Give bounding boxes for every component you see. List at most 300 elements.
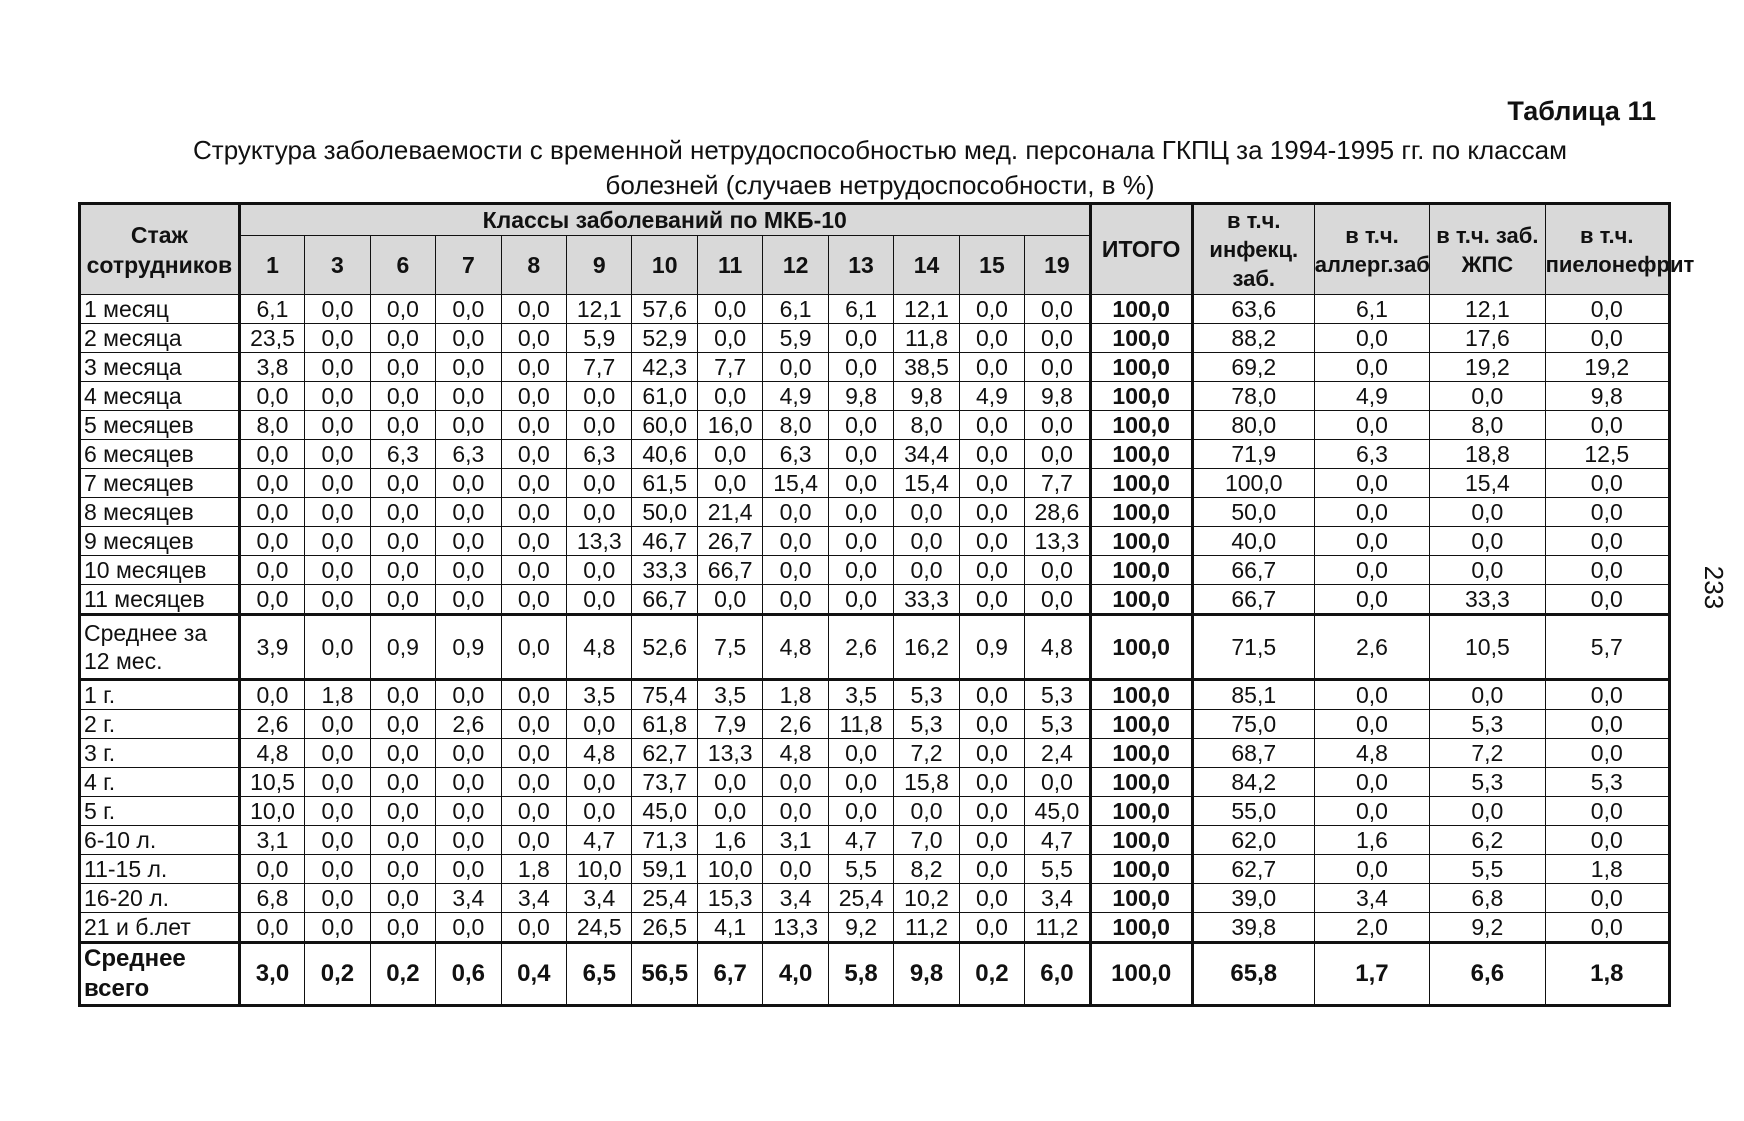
cell-class-9: 6,3 [567,440,632,469]
cell-class-1: 8,0 [239,411,304,440]
cell-class-3: 0,0 [305,826,370,855]
cell-allergic: 1,7 [1314,943,1429,1006]
cell-class-1: 3,9 [239,615,304,680]
cell-class-8: 0,0 [501,440,566,469]
table-row [80,469,1670,498]
header-class-14: 14 [894,236,959,295]
cell-itogo: 100,0 [1090,855,1192,884]
cell-class-14: 16,2 [894,615,959,680]
cell-class-1: 3,8 [239,353,304,382]
cell-class-12: 0,0 [763,585,828,615]
row-label: Среднее за 12 мес. [80,615,240,680]
cell-class-1: 0,0 [239,680,304,710]
cell-class-6: 0,0 [370,913,435,943]
cell-infections: 84,2 [1192,768,1314,797]
cell-pyelonephritis: 0,0 [1545,710,1669,739]
cell-itogo: 100,0 [1090,739,1192,768]
cell-pyelonephritis: 0,0 [1545,680,1669,710]
cell-class-8: 0,0 [501,739,566,768]
cell-class-15: 0,9 [959,615,1024,680]
cell-class-1: 6,1 [239,295,304,324]
cell-allergic: 1,6 [1314,826,1429,855]
cell-class-13: 0,0 [828,440,893,469]
cell-itogo: 100,0 [1090,943,1192,1006]
row-label: 3 г. [80,739,240,768]
morbidity-table [78,202,1695,1007]
cell-class-9: 0,0 [567,556,632,585]
cell-class-12: 3,1 [763,826,828,855]
row-label: 3 месяца [80,353,240,382]
cell-itogo: 100,0 [1090,768,1192,797]
cell-class-7: 0,0 [436,556,501,585]
cell-class-7: 0,9 [436,615,501,680]
cell-class-3: 0,0 [305,884,370,913]
cell-infections: 63,6 [1192,295,1314,324]
cell-pyelonephritis: 5,7 [1545,615,1669,680]
cell-class-7: 0,0 [436,324,501,353]
table-title-line-1: Структура заболеваемости с временной нетрудоспособностью мед. персонала ГКПЦ за 1994-1995 гг. по классам [193,135,1567,165]
cell-class-9: 0,0 [567,585,632,615]
table-row [80,768,1670,797]
header-pyelonephritis: в т.ч. пиелонефрит [1545,204,1669,295]
cell-zhps: 0,0 [1430,797,1545,826]
cell-class-3: 0,0 [305,498,370,527]
cell-class-14: 10,2 [894,884,959,913]
cell-class-15: 0,0 [959,710,1024,739]
table-body [80,295,1670,1006]
row-label: 4 месяца [80,382,240,411]
row-label: Среднее всего [80,943,240,1006]
cell-class-3: 0,0 [305,295,370,324]
cell-itogo: 100,0 [1090,585,1192,615]
cell-class-6: 0,0 [370,411,435,440]
cell-class-8: 0,0 [501,680,566,710]
cell-class-12: 0,0 [763,527,828,556]
cell-class-12: 0,0 [763,498,828,527]
cell-class-19: 13,3 [1025,527,1090,556]
cell-class-9: 0,0 [567,768,632,797]
cell-class-9: 0,0 [567,411,632,440]
cell-class-7: 0,0 [436,469,501,498]
cell-pyelonephritis: 0,0 [1545,884,1669,913]
cell-class-3: 0,0 [305,615,370,680]
cell-class-12: 5,9 [763,324,828,353]
cell-class-13: 5,5 [828,855,893,884]
cell-class-10: 52,9 [632,324,697,353]
header-class-12: 12 [763,236,828,295]
cell-allergic: 0,0 [1314,768,1429,797]
cell-class-12: 0,0 [763,353,828,382]
cell-zhps: 10,5 [1430,615,1545,680]
cell-class-3: 0,0 [305,768,370,797]
cell-class-9: 3,5 [567,680,632,710]
cell-itogo: 100,0 [1090,498,1192,527]
cell-class-13: 0,0 [828,739,893,768]
cell-pyelonephritis: 19,2 [1545,353,1669,382]
cell-zhps: 0,0 [1430,556,1545,585]
cell-pyelonephritis: 0,0 [1545,527,1669,556]
table-row [80,615,1670,680]
cell-class-1: 0,0 [239,382,304,411]
cell-class-9: 3,4 [567,884,632,913]
cell-infections: 78,0 [1192,382,1314,411]
cell-class-7: 3,4 [436,884,501,913]
cell-class-3: 0,0 [305,382,370,411]
cell-zhps: 5,5 [1430,855,1545,884]
cell-class-3: 0,0 [305,739,370,768]
morbidity-table-container [78,202,1695,1007]
cell-class-9: 7,7 [567,353,632,382]
cell-class-6: 0,2 [370,943,435,1006]
row-label: 10 месяцев [80,556,240,585]
cell-class-19: 3,4 [1025,884,1090,913]
cell-allergic: 0,0 [1314,585,1429,615]
cell-class-1: 0,0 [239,440,304,469]
row-label: 21 и б.лет [80,913,240,943]
cell-class-10: 33,3 [632,556,697,585]
cell-class-13: 0,0 [828,527,893,556]
cell-class-1: 0,0 [239,855,304,884]
cell-class-19: 0,0 [1025,768,1090,797]
cell-class-10: 75,4 [632,680,697,710]
cell-infections: 65,8 [1192,943,1314,1006]
cell-class-14: 8,0 [894,411,959,440]
cell-class-12: 6,3 [763,440,828,469]
row-label: 16-20 л. [80,884,240,913]
cell-class-8: 0,0 [501,411,566,440]
cell-itogo: 100,0 [1090,913,1192,943]
cell-class-3: 0,0 [305,913,370,943]
cell-allergic: 0,0 [1314,411,1429,440]
header-class-13: 13 [828,236,893,295]
cell-class-6: 0,0 [370,739,435,768]
cell-itogo: 100,0 [1090,797,1192,826]
cell-zhps: 9,2 [1430,913,1545,943]
header-class-7: 7 [436,236,501,295]
header-class-8: 8 [501,236,566,295]
cell-pyelonephritis: 0,0 [1545,411,1669,440]
row-label: 4 г. [80,768,240,797]
cell-class-8: 0,4 [501,943,566,1006]
cell-class-8: 0,0 [501,768,566,797]
cell-class-10: 45,0 [632,797,697,826]
cell-class-13: 3,5 [828,680,893,710]
cell-class-10: 66,7 [632,585,697,615]
cell-class-14: 12,1 [894,295,959,324]
cell-class-14: 34,4 [894,440,959,469]
cell-class-8: 0,0 [501,710,566,739]
cell-class-11: 21,4 [697,498,762,527]
cell-class-7: 0,0 [436,411,501,440]
cell-class-19: 6,0 [1025,943,1090,1006]
cell-class-13: 0,0 [828,498,893,527]
cell-class-7: 6,3 [436,440,501,469]
cell-class-11: 1,6 [697,826,762,855]
cell-class-13: 9,2 [828,913,893,943]
table-row [80,295,1670,324]
cell-class-7: 0,0 [436,353,501,382]
cell-class-11: 6,7 [697,943,762,1006]
table-row [80,440,1670,469]
cell-itogo: 100,0 [1090,680,1192,710]
cell-class-13: 0,0 [828,797,893,826]
cell-class-12: 8,0 [763,411,828,440]
cell-itogo: 100,0 [1090,353,1192,382]
cell-class-13: 2,6 [828,615,893,680]
cell-class-14: 0,0 [894,498,959,527]
cell-class-1: 0,0 [239,556,304,585]
cell-class-7: 0,0 [436,913,501,943]
header-itogo: ИТОГО [1090,204,1192,295]
header-class-10: 10 [632,236,697,295]
cell-class-14: 0,0 [894,527,959,556]
cell-class-3: 0,0 [305,710,370,739]
cell-infections: 88,2 [1192,324,1314,353]
cell-class-7: 0,0 [436,826,501,855]
cell-pyelonephritis: 0,0 [1545,913,1669,943]
table-title [80,133,1680,203]
cell-class-8: 0,0 [501,797,566,826]
cell-class-8: 0,0 [501,324,566,353]
cell-class-19: 7,7 [1025,469,1090,498]
cell-class-19: 9,8 [1025,382,1090,411]
cell-class-10: 62,7 [632,739,697,768]
cell-class-3: 0,2 [305,943,370,1006]
cell-class-12: 4,0 [763,943,828,1006]
cell-class-1: 4,8 [239,739,304,768]
cell-class-6: 0,0 [370,855,435,884]
cell-itogo: 100,0 [1090,615,1192,680]
cell-class-11: 7,7 [697,353,762,382]
cell-allergic: 2,0 [1314,913,1429,943]
cell-allergic: 0,0 [1314,680,1429,710]
cell-class-13: 0,0 [828,768,893,797]
cell-zhps: 18,8 [1430,440,1545,469]
cell-class-1: 3,1 [239,826,304,855]
cell-class-14: 15,8 [894,768,959,797]
cell-allergic: 6,1 [1314,295,1429,324]
cell-class-14: 9,8 [894,382,959,411]
cell-allergic: 4,8 [1314,739,1429,768]
cell-infections: 85,1 [1192,680,1314,710]
cell-class-15: 0,0 [959,324,1024,353]
cell-class-13: 5,8 [828,943,893,1006]
cell-class-11: 16,0 [697,411,762,440]
cell-class-11: 15,3 [697,884,762,913]
cell-itogo: 100,0 [1090,324,1192,353]
cell-class-13: 0,0 [828,469,893,498]
cell-class-3: 0,0 [305,855,370,884]
cell-class-15: 0,0 [959,884,1024,913]
cell-class-10: 60,0 [632,411,697,440]
cell-class-13: 0,0 [828,353,893,382]
cell-zhps: 6,8 [1430,884,1545,913]
cell-class-13: 4,7 [828,826,893,855]
cell-itogo: 100,0 [1090,710,1192,739]
cell-pyelonephritis: 0,0 [1545,469,1669,498]
cell-class-9: 6,5 [567,943,632,1006]
cell-infections: 71,9 [1192,440,1314,469]
cell-class-13: 25,4 [828,884,893,913]
cell-class-6: 0,0 [370,680,435,710]
cell-class-10: 61,5 [632,469,697,498]
cell-class-1: 2,6 [239,710,304,739]
cell-class-7: 0,0 [436,498,501,527]
cell-infections: 62,7 [1192,855,1314,884]
cell-infections: 75,0 [1192,710,1314,739]
cell-itogo: 100,0 [1090,382,1192,411]
cell-class-19: 0,0 [1025,411,1090,440]
cell-zhps: 0,0 [1430,680,1545,710]
cell-class-14: 33,3 [894,585,959,615]
cell-class-19: 4,8 [1025,615,1090,680]
cell-class-10: 57,6 [632,295,697,324]
cell-class-12: 6,1 [763,295,828,324]
cell-class-9: 4,8 [567,739,632,768]
cell-class-19: 0,0 [1025,353,1090,382]
cell-itogo: 100,0 [1090,527,1192,556]
row-label: 11 месяцев [80,585,240,615]
cell-class-19: 0,0 [1025,440,1090,469]
cell-zhps: 0,0 [1430,382,1545,411]
cell-itogo: 100,0 [1090,295,1192,324]
cell-class-6: 0,9 [370,615,435,680]
cell-class-9: 0,0 [567,382,632,411]
cell-class-6: 0,0 [370,710,435,739]
cell-class-19: 0,0 [1025,324,1090,353]
cell-zhps: 6,6 [1430,943,1545,1006]
cell-zhps: 7,2 [1430,739,1545,768]
table-row [80,353,1670,382]
cell-class-14: 7,2 [894,739,959,768]
table-row [80,382,1670,411]
cell-class-10: 71,3 [632,826,697,855]
cell-class-15: 0,0 [959,585,1024,615]
cell-class-8: 0,0 [501,295,566,324]
cell-class-8: 0,0 [501,556,566,585]
cell-class-12: 3,4 [763,884,828,913]
cell-class-11: 66,7 [697,556,762,585]
cell-class-9: 0,0 [567,469,632,498]
cell-pyelonephritis: 0,0 [1545,826,1669,855]
cell-class-15: 0,0 [959,498,1024,527]
cell-class-3: 0,0 [305,585,370,615]
cell-zhps: 8,0 [1430,411,1545,440]
cell-class-10: 50,0 [632,498,697,527]
cell-zhps: 0,0 [1430,527,1545,556]
cell-class-11: 0,0 [697,585,762,615]
cell-class-6: 0,0 [370,527,435,556]
header-class-1: 1 [239,236,304,295]
cell-class-3: 0,0 [305,556,370,585]
cell-class-14: 8,2 [894,855,959,884]
cell-class-10: 61,8 [632,710,697,739]
cell-class-11: 3,5 [697,680,762,710]
cell-class-1: 10,0 [239,797,304,826]
cell-class-11: 0,0 [697,382,762,411]
cell-class-3: 0,0 [305,353,370,382]
cell-class-15: 0,0 [959,353,1024,382]
cell-class-14: 38,5 [894,353,959,382]
cell-pyelonephritis: 0,0 [1545,797,1669,826]
header-allergic: в т.ч. аллерг.заб [1314,204,1429,295]
cell-class-19: 4,7 [1025,826,1090,855]
cell-zhps: 6,2 [1430,826,1545,855]
cell-class-14: 15,4 [894,469,959,498]
cell-allergic: 0,0 [1314,556,1429,585]
cell-class-3: 1,8 [305,680,370,710]
cell-class-19: 5,5 [1025,855,1090,884]
cell-class-9: 4,8 [567,615,632,680]
cell-class-8: 3,4 [501,884,566,913]
table-row [80,884,1670,913]
cell-allergic: 3,4 [1314,884,1429,913]
cell-class-8: 0,0 [501,353,566,382]
cell-zhps: 12,1 [1430,295,1545,324]
cell-class-8: 1,8 [501,855,566,884]
cell-class-11: 0,0 [697,469,762,498]
cell-class-19: 45,0 [1025,797,1090,826]
cell-class-9: 5,9 [567,324,632,353]
cell-class-12: 15,4 [763,469,828,498]
cell-class-6: 0,0 [370,768,435,797]
cell-pyelonephritis: 0,0 [1545,739,1669,768]
cell-class-15: 0,0 [959,295,1024,324]
cell-class-10: 25,4 [632,884,697,913]
header-infections: в т.ч. инфекц. заб. [1192,204,1314,295]
cell-class-15: 0,0 [959,411,1024,440]
cell-class-15: 4,9 [959,382,1024,411]
cell-class-14: 0,0 [894,556,959,585]
table-row [80,943,1670,1006]
cell-class-10: 56,5 [632,943,697,1006]
cell-class-15: 0,0 [959,440,1024,469]
cell-class-12: 4,9 [763,382,828,411]
cell-allergic: 0,0 [1314,797,1429,826]
cell-class-3: 0,0 [305,440,370,469]
cell-infections: 39,0 [1192,884,1314,913]
cell-allergic: 0,0 [1314,469,1429,498]
cell-zhps: 19,2 [1430,353,1545,382]
cell-class-7: 0,0 [436,295,501,324]
header-class-19: 19 [1025,236,1090,295]
cell-class-13: 0,0 [828,556,893,585]
cell-infections: 66,7 [1192,556,1314,585]
cell-pyelonephritis: 5,3 [1545,768,1669,797]
cell-class-10: 26,5 [632,913,697,943]
cell-class-14: 11,8 [894,324,959,353]
cell-class-13: 0,0 [828,324,893,353]
cell-class-19: 0,0 [1025,295,1090,324]
table-row [80,498,1670,527]
cell-class-14: 7,0 [894,826,959,855]
cell-class-8: 0,0 [501,615,566,680]
row-label: 6 месяцев [80,440,240,469]
cell-class-8: 0,0 [501,382,566,411]
cell-allergic: 0,0 [1314,324,1429,353]
cell-class-9: 13,3 [567,527,632,556]
cell-pyelonephritis: 0,0 [1545,295,1669,324]
table-row [80,797,1670,826]
cell-allergic: 0,0 [1314,353,1429,382]
cell-class-11: 0,0 [697,768,762,797]
cell-class-6: 0,0 [370,469,435,498]
cell-class-1: 0,0 [239,498,304,527]
table-row [80,411,1670,440]
cell-class-12: 4,8 [763,615,828,680]
cell-zhps: 33,3 [1430,585,1545,615]
row-label: 5 месяцев [80,411,240,440]
